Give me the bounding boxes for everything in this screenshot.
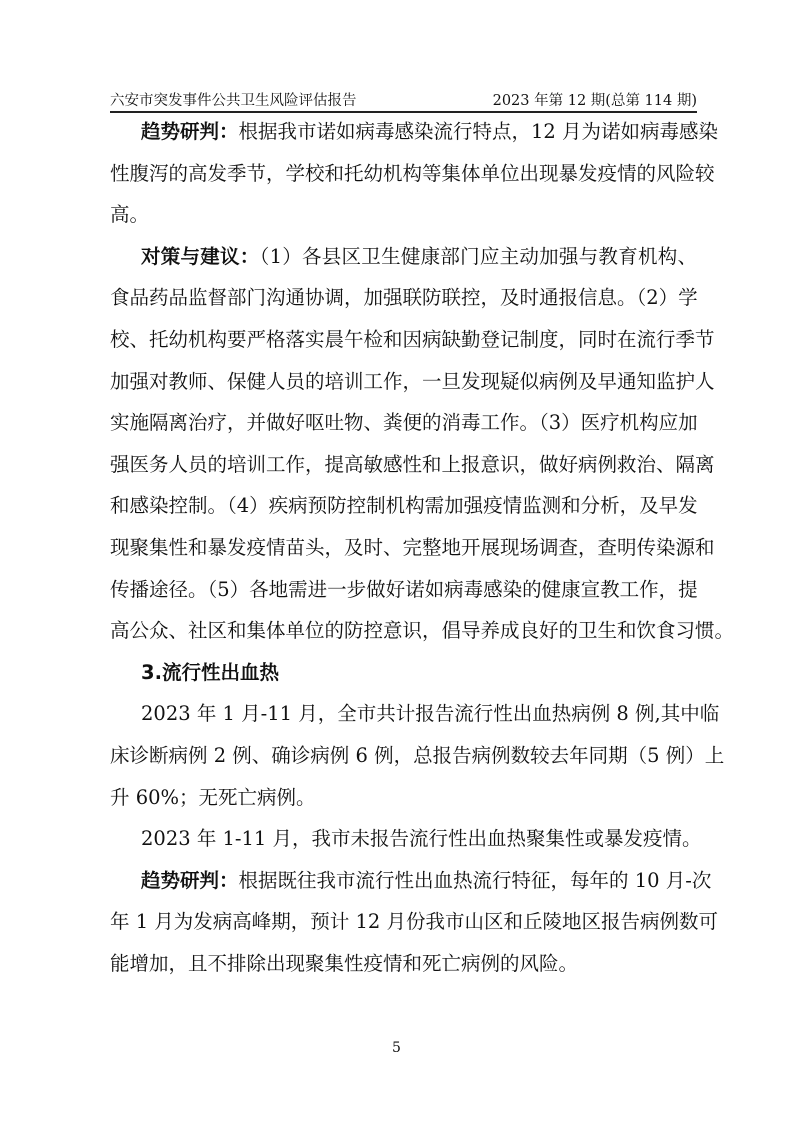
text-line: 食品药品监督部门沟通协调，加强联防联控，及时通报信息。（2）学 [110,286,698,310]
text-line: 床诊断病例 2 例、确诊病例 6 例，总报告病例数较去年同期（5 例）上 [110,743,725,767]
header-report-title: 六安市突发事件公共卫生风险评估报告 [110,93,357,109]
text-line: 和感染控制。（4）疾病预防控制机构需加强疫情监测和分析，及早发 [110,494,698,518]
text-line: 加强对教师、保健人员的培训工作，一旦发现疑似病例及早通知监护人 [110,369,715,393]
text-line: 校、托幼机构要严格落实晨午检和因病缺勤登记制度，同时在流行季节 [110,327,715,351]
text-line: 2023 年 1-11 月，我市未报告流行性出血热聚集性或暴发疫情。 [141,827,702,851]
document-body [110,111,735,984]
text-line: 2023 年 1 月-11 月，全市共计报告流行性出血热病例 8 例,其中临 [141,702,720,726]
text-line: 高。 [110,203,150,227]
text-line: 高公众、社区和集体单位的防控意识，倡导养成良好的卫生和饮食习惯。 [110,619,735,643]
header-issue: 2023 年第 12 期(总第 114 期) [492,93,697,109]
text-line: 强医务人员的培训工作，提高敏感性和上报意识，做好病例救治、隔离 [110,452,715,476]
text-line: 性腹泻的高发季节，学校和托幼机构等集体单位出现暴发疫情的风险较 [110,161,715,185]
line-text: 根据我市诺如病毒感染流行特点，12 月为诺如病毒感染 [238,120,719,143]
running-header [110,90,697,110]
bold-lead: 对策与建议： [141,244,260,268]
text-line: 升 60%；无死亡病例。 [110,785,316,809]
section-heading [110,652,697,694]
line-text: 根据既往我市流行性出血热流行特征，每年的 10 月-次 [238,868,712,892]
page-number: 5 [392,1040,401,1056]
bold-lead: 趋势研判： [141,120,239,143]
text-line: 现聚集性和暴发疫情苗头，及时、完整地开展现场调查，查明传染源和 [110,535,715,559]
text-line: 能增加，且不排除出现聚集性疫情和死亡病例的风险。 [110,951,579,975]
text-line: 传播途径。（5）各地需进一步做好诺如病毒感染的健康宣教工作，提 [110,577,698,601]
text-line [110,860,712,902]
text-line [110,236,697,278]
bold-lead: 趋势研判： [141,868,239,892]
text-line [110,111,719,153]
line-text: （1）各县区卫生健康部门应主动加强与教育机构、 [259,244,697,268]
text-line: 年 1 月为发病高峰期，预计 12 月份我市山区和丘陵地区报告病例数可 [110,910,719,934]
text-line: 实施隔离治疗，并做好呕吐物、粪便的消毒工作。（3）医疗机构应加 [110,411,698,435]
section-title: 3.流行性出血热 [141,660,279,684]
